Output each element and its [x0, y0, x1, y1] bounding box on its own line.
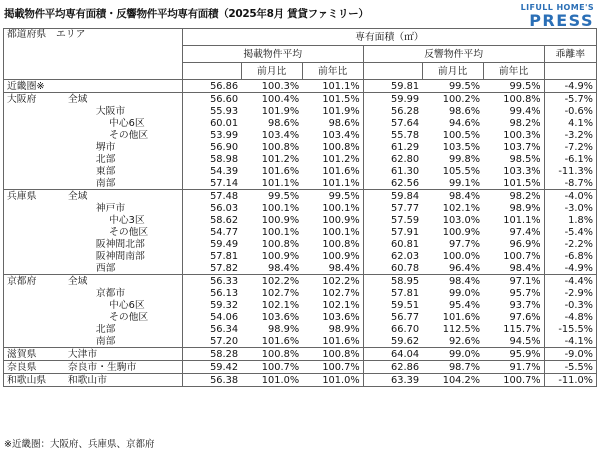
subarea-cell: [95, 275, 182, 288]
prefecture-cell: 奈良県: [4, 361, 56, 374]
gap-rate-cell: 1.8%: [544, 214, 596, 226]
listed-yoy-cell: 100.9%: [322, 214, 360, 226]
gap-rate-cell: -5.4%: [544, 226, 596, 238]
subarea-cell: [95, 80, 182, 93]
subarea-cell: その他区: [109, 129, 149, 141]
response-area-cell: 57.81: [363, 287, 422, 299]
prefecture-cell: 滋賀県: [4, 348, 56, 361]
response-yoy-cell: 98.9%: [509, 202, 541, 214]
gap-rate-cell: -3.2%: [544, 129, 596, 141]
table-row: [4, 129, 597, 141]
response-mom-cell: 101.6%: [442, 311, 481, 323]
listed-area-cell: 56.90: [182, 141, 241, 153]
response-mom-cell: 100.9%: [442, 226, 481, 238]
area-cell: 西部: [95, 262, 116, 274]
listed-yoy-cell: 100.8%: [322, 238, 360, 250]
listed-area-cell: 54.39: [182, 165, 241, 177]
table-row: [4, 177, 597, 190]
prefecture-cell: [4, 105, 56, 117]
table-row: [4, 374, 597, 387]
response-area-cell: 56.28: [363, 105, 422, 117]
subarea-cell: [95, 348, 182, 361]
listed-area-cell: 57.20: [182, 335, 241, 348]
listed-yoy-cell: 99.5%: [302, 190, 363, 203]
listed-area-cell: 54.77: [182, 226, 241, 238]
prefecture-cell: 近畿圏※: [4, 80, 56, 93]
response-area-cell: 56.77: [363, 311, 422, 323]
area-cell: 南部: [95, 335, 116, 347]
response-yoy-cell: 96.9%: [509, 238, 541, 250]
area-cell: 阪神間南部: [95, 250, 145, 262]
response-yoy-cell: 97.6%: [509, 311, 541, 323]
listed-yoy-cell: 100.7%: [302, 361, 363, 374]
table-body: [4, 80, 597, 387]
response-area-cell: 61.30: [363, 165, 422, 177]
response-area-cell: 62.03: [363, 250, 422, 262]
table-row: [4, 262, 597, 275]
table-row: [4, 299, 597, 311]
prefecture-cell: [4, 141, 56, 153]
listed-mom-cell: 98.4%: [268, 262, 300, 274]
listed-mom-cell: 99.5%: [241, 190, 302, 203]
listed-mom-cell: 100.1%: [261, 202, 300, 214]
table-row: [4, 226, 597, 238]
area-cell: 奈良市・生駒市: [56, 361, 95, 374]
response-yoy-cell: 103.7%: [503, 141, 541, 153]
listed-yoy-cell: 101.6%: [322, 335, 360, 347]
prefecture-cell: [4, 226, 56, 238]
gap-rate-cell: -4.4%: [544, 275, 596, 288]
listed-area-cell: 56.03: [182, 202, 241, 214]
subarea-cell: その他区: [109, 226, 149, 238]
subarea-cell: 中心3区: [109, 214, 145, 226]
listed-area-cell: 55.93: [182, 105, 241, 117]
listed-yoy-cell: 100.8%: [302, 348, 363, 361]
table-row: [4, 153, 597, 165]
listed-yoy-cell: 103.4%: [322, 129, 360, 141]
response-yoy-cell: 101.1%: [503, 214, 541, 226]
gap-rate-cell: -3.0%: [544, 202, 596, 214]
prefecture-cell: [4, 250, 56, 262]
response-mom-cell: 98.4%: [422, 275, 483, 288]
response-mom-cell: 97.7%: [448, 238, 481, 250]
prefecture-cell: 京都府: [4, 275, 56, 288]
table-row: [4, 323, 597, 335]
area-cell: [56, 80, 95, 93]
area-cell: 神戸市: [95, 202, 126, 214]
table-row: [4, 311, 597, 323]
response-yoy-cell: 100.8%: [483, 93, 544, 106]
listed-area-cell: 59.32: [182, 299, 241, 311]
listed-yoy-header: 前年比: [302, 63, 363, 80]
listed-mom-cell: 102.7%: [261, 287, 300, 299]
area-cell: 北部: [95, 323, 116, 335]
table-row: [4, 214, 597, 226]
prefecture-cell: [4, 129, 56, 141]
listed-yoy-cell: 101.0%: [302, 374, 363, 387]
subarea-cell: [95, 190, 182, 203]
subarea-cell: 中心6区: [109, 299, 145, 311]
area-table: [3, 28, 597, 387]
response-yoy-cell: 98.2%: [509, 117, 541, 129]
listed-yoy-cell: 102.2%: [302, 275, 363, 288]
listed-mom-cell: 101.1%: [261, 177, 300, 189]
listed-mom-cell: 100.7%: [241, 361, 302, 374]
response-yoy-cell: 97.1%: [483, 275, 544, 288]
listed-area-cell: 57.82: [182, 262, 241, 275]
gap-rate-cell: -4.9%: [544, 262, 596, 275]
listed-yoy-cell: 98.4%: [328, 262, 360, 274]
gap-rate-cell: -6.8%: [544, 250, 596, 262]
gap-header: 乖離率: [544, 46, 596, 63]
prefecture-cell: [4, 214, 56, 226]
prefecture-cell: [4, 177, 56, 190]
listed-area-cell: 59.49: [182, 238, 241, 250]
response-yoy-cell: 103.3%: [503, 165, 541, 177]
gap-rate-cell: -2.2%: [544, 238, 596, 250]
prefecture-cell: 和歌山県: [4, 374, 56, 387]
response-yoy-cell: 100.7%: [503, 250, 541, 262]
response-area-cell: 57.59: [363, 214, 422, 226]
gap-rate-cell: -7.2%: [544, 141, 596, 153]
response-mom-cell: 99.5%: [422, 80, 483, 93]
prefecture-cell: [4, 202, 56, 214]
subarea-cell: [95, 374, 182, 387]
response-mom-cell: 99.1%: [448, 177, 481, 189]
response-mom-cell: 99.0%: [422, 348, 483, 361]
table-row: [4, 275, 597, 288]
response-yoy-cell: 91.7%: [483, 361, 544, 374]
gap-rate-cell: -5.5%: [544, 361, 596, 374]
prefecture-cell: [4, 323, 56, 335]
listed-area-cell: 58.62: [182, 214, 241, 226]
subarea-cell: [95, 93, 182, 106]
brand-logo-line2: PRESS: [529, 11, 594, 30]
listed-area-cell: 53.99: [182, 129, 241, 141]
response-mom-cell: 102.1%: [442, 202, 481, 214]
prefecture-cell: 大阪府: [4, 93, 56, 106]
prefecture-cell: [4, 299, 56, 311]
subarea-cell: 中心6区: [109, 117, 145, 129]
response-yoy-cell: 97.4%: [509, 226, 541, 238]
listed-area-cell: 57.81: [182, 250, 241, 262]
gap-rate-cell: -4.0%: [544, 190, 596, 203]
response-yoy-cell: 98.2%: [483, 190, 544, 203]
listed-mom-cell: 100.8%: [241, 348, 302, 361]
table-row: [4, 335, 597, 348]
table-row: [4, 238, 597, 250]
response-mom-cell: 94.6%: [448, 117, 481, 129]
area-cell: [56, 226, 95, 238]
response-mom-cell: 105.5%: [442, 165, 481, 177]
gap-rate-cell: 4.1%: [544, 117, 596, 129]
listed-header: 掲載物件平均: [182, 46, 363, 63]
listed-mom-cell: 100.4%: [241, 93, 302, 106]
response-area-cell: 64.04: [363, 348, 422, 361]
response-mom-cell: 99.0%: [448, 287, 481, 299]
listed-yoy-cell: 98.6%: [328, 117, 360, 129]
listed-mom-cell: 100.9%: [261, 250, 300, 262]
area-cell: 北部: [95, 153, 116, 165]
response-header: 反響物件平均: [363, 46, 544, 63]
area-cell: [56, 129, 95, 141]
table-row: [4, 165, 597, 177]
table-row: [4, 190, 597, 203]
prefecture-cell: [4, 117, 56, 129]
response-yoy-cell: 100.3%: [503, 129, 541, 141]
response-yoy-cell: 98.4%: [509, 262, 541, 274]
listed-area-cell: 56.86: [182, 80, 241, 93]
listed-area-cell: 58.98: [182, 153, 241, 165]
area-cell: [56, 214, 95, 226]
prefecture-cell: 兵庫県: [4, 190, 56, 203]
brand-logo: [464, 3, 594, 29]
listed-mom-cell: 101.0%: [241, 374, 302, 387]
prefecture-cell: [4, 165, 56, 177]
area-cell: [56, 299, 95, 311]
area-cell: [56, 117, 95, 129]
prefecture-cell: [4, 262, 56, 275]
listed-mom-cell: 103.4%: [261, 129, 300, 141]
response-mom-cell: 100.2%: [422, 93, 483, 106]
group-header: 専有面積（㎡）: [182, 29, 596, 46]
listed-mom-cell: 101.2%: [261, 153, 300, 165]
listed-mom-header: 前月比: [241, 63, 302, 80]
page-title: 掲載物件平均専有面積・反響物件平均専有面積（2025年8月 賃貸ファミリー）: [4, 8, 369, 20]
response-area-cell: 60.81: [363, 238, 422, 250]
response-yoy-cell: 95.9%: [483, 348, 544, 361]
gap-rate-cell: -6.1%: [544, 153, 596, 165]
listed-area-cell: 56.13: [182, 287, 241, 299]
response-mom-cell: 98.6%: [448, 105, 481, 117]
response-yoy-cell: 100.7%: [483, 374, 544, 387]
area-cell: 全域: [56, 190, 95, 203]
listed-mom-cell: 100.9%: [261, 214, 300, 226]
response-yoy-cell: 94.5%: [509, 335, 541, 347]
listed-mom-cell: 101.9%: [261, 105, 300, 117]
table-row: [4, 348, 597, 361]
area-cell: 和歌山市: [56, 374, 95, 387]
gap-value-header: [544, 63, 596, 80]
gap-rate-cell: -4.8%: [544, 311, 596, 323]
listed-area-cell: 56.34: [182, 323, 241, 335]
footnote: ※近畿圏：大阪府、兵庫県、京都府: [4, 439, 155, 450]
listed-mom-cell: 98.6%: [268, 117, 300, 129]
prefecture-cell: [4, 153, 56, 165]
response-mom-cell: 98.7%: [422, 361, 483, 374]
listed-area-cell: 57.14: [182, 177, 241, 190]
response-area-cell: 57.77: [363, 202, 422, 214]
response-mom-cell: 92.6%: [448, 335, 481, 347]
listed-yoy-cell: 102.7%: [322, 287, 360, 299]
listed-area-cell: 60.01: [182, 117, 241, 129]
response-yoy-header: 前年比: [483, 63, 544, 80]
listed-yoy-cell: 100.9%: [322, 250, 360, 262]
listed-yoy-cell: 100.8%: [322, 141, 360, 153]
area-cell: 堺市: [95, 141, 116, 153]
listed-mom-cell: 100.3%: [241, 80, 302, 93]
table-row: [4, 250, 597, 262]
gap-rate-cell: -15.5%: [544, 323, 596, 335]
area-cell: [56, 311, 95, 323]
response-area-cell: 59.99: [363, 93, 422, 106]
listed-area-cell: 59.42: [182, 361, 241, 374]
prefecture-cell: [4, 287, 56, 299]
table-row: [4, 287, 597, 299]
listed-area-cell: 57.48: [182, 190, 241, 203]
listed-area-cell: 56.33: [182, 275, 241, 288]
prefecture-cell: [4, 238, 56, 250]
listed-yoy-cell: 101.1%: [322, 177, 360, 189]
response-yoy-cell: 101.5%: [503, 177, 541, 189]
gap-rate-cell: -4.9%: [544, 80, 596, 93]
response-area-cell: 58.95: [363, 275, 422, 288]
response-yoy-cell: 115.7%: [503, 323, 541, 335]
response-mom-cell: 99.8%: [448, 153, 481, 165]
response-yoy-cell: 93.7%: [509, 299, 541, 311]
prefecture-cell: [4, 335, 56, 348]
table-row: [4, 141, 597, 153]
listed-yoy-cell: 102.1%: [322, 299, 360, 311]
response-area-cell: 62.56: [363, 177, 422, 190]
area-header: 都道府県 エリア: [4, 29, 183, 80]
gap-rate-cell: -11.3%: [544, 165, 596, 177]
area-cell: 南部: [95, 177, 116, 189]
response-area-cell: 57.91: [363, 226, 422, 238]
area-cell: 全域: [56, 93, 95, 106]
response-mom-cell: 103.5%: [442, 141, 481, 153]
listed-area-cell: 56.38: [182, 374, 241, 387]
response-area-cell: 62.86: [363, 361, 422, 374]
gap-rate-cell: -0.3%: [544, 299, 596, 311]
gap-rate-cell: -5.7%: [544, 93, 596, 106]
response-mom-cell: 104.2%: [422, 374, 483, 387]
response-value-header: [363, 63, 422, 80]
brand-logo-line1: LIFULL HOME'S: [520, 3, 594, 12]
response-mom-cell: 96.4%: [448, 262, 481, 274]
response-mom-cell: 98.4%: [422, 190, 483, 203]
listed-yoy-cell: 100.1%: [322, 202, 360, 214]
area-cell: 京都市: [95, 287, 126, 299]
response-area-cell: 60.78: [363, 262, 422, 275]
listed-yoy-cell: 101.2%: [322, 153, 360, 165]
gap-rate-cell: -0.6%: [544, 105, 596, 117]
response-yoy-cell: 98.5%: [509, 153, 541, 165]
area-cell: 大阪市: [95, 105, 126, 117]
response-area-cell: 59.84: [363, 190, 422, 203]
listed-area-cell: 58.28: [182, 348, 241, 361]
response-area-cell: 61.29: [363, 141, 422, 153]
area-cell: 阪神間北部: [95, 238, 145, 250]
table-row: [4, 361, 597, 374]
table-row: [4, 105, 597, 117]
gap-rate-cell: -11.0%: [544, 374, 596, 387]
response-mom-cell: 100.0%: [442, 250, 481, 262]
area-cell: 東部: [95, 165, 116, 177]
gap-rate-cell: -2.9%: [544, 287, 596, 299]
response-area-cell: 59.81: [363, 80, 422, 93]
table-row: [4, 202, 597, 214]
response-mom-cell: 100.5%: [442, 129, 481, 141]
response-area-cell: 59.51: [363, 299, 422, 311]
listed-mom-cell: 100.8%: [261, 238, 300, 250]
response-yoy-cell: 99.4%: [509, 105, 541, 117]
listed-mom-cell: 102.1%: [261, 299, 300, 311]
table-row: [4, 117, 597, 129]
listed-yoy-cell: 101.5%: [302, 93, 363, 106]
response-area-cell: 57.64: [363, 117, 422, 129]
prefecture-cell: [4, 311, 56, 323]
listed-mom-cell: 102.2%: [241, 275, 302, 288]
gap-rate-cell: -9.0%: [544, 348, 596, 361]
response-area-cell: 66.70: [363, 323, 422, 335]
listed-mom-cell: 98.9%: [268, 323, 300, 335]
listed-mom-cell: 101.6%: [261, 335, 300, 347]
response-mom-cell: 112.5%: [442, 323, 481, 335]
response-yoy-cell: 95.7%: [509, 287, 541, 299]
response-area-cell: 62.80: [363, 153, 422, 165]
listed-yoy-cell: 101.1%: [302, 80, 363, 93]
response-area-cell: 59.62: [363, 335, 422, 348]
listed-yoy-cell: 101.9%: [322, 105, 360, 117]
response-area-cell: 55.78: [363, 129, 422, 141]
response-mom-cell: 95.4%: [448, 299, 481, 311]
listed-mom-cell: 100.8%: [261, 141, 300, 153]
response-mom-cell: 103.0%: [442, 214, 481, 226]
area-cell: 大津市: [56, 348, 95, 361]
subarea-cell: その他区: [109, 311, 149, 323]
listed-mom-cell: 100.1%: [261, 226, 300, 238]
listed-yoy-cell: 100.1%: [322, 226, 360, 238]
gap-rate-cell: -4.1%: [544, 335, 596, 348]
area-cell: 全域: [56, 275, 95, 288]
response-yoy-cell: 99.5%: [483, 80, 544, 93]
listed-area-cell: 56.60: [182, 93, 241, 106]
response-area-cell: 63.39: [363, 374, 422, 387]
table-row: [4, 93, 597, 106]
listed-yoy-cell: 103.6%: [322, 311, 360, 323]
gap-rate-cell: -8.7%: [544, 177, 596, 190]
listed-value-header: [182, 63, 241, 80]
listed-mom-cell: 101.6%: [261, 165, 300, 177]
listed-area-cell: 54.06: [182, 311, 241, 323]
listed-yoy-cell: 101.6%: [322, 165, 360, 177]
listed-yoy-cell: 98.9%: [328, 323, 360, 335]
listed-mom-cell: 103.6%: [261, 311, 300, 323]
response-mom-header: 前月比: [422, 63, 483, 80]
table-row: [4, 80, 597, 93]
